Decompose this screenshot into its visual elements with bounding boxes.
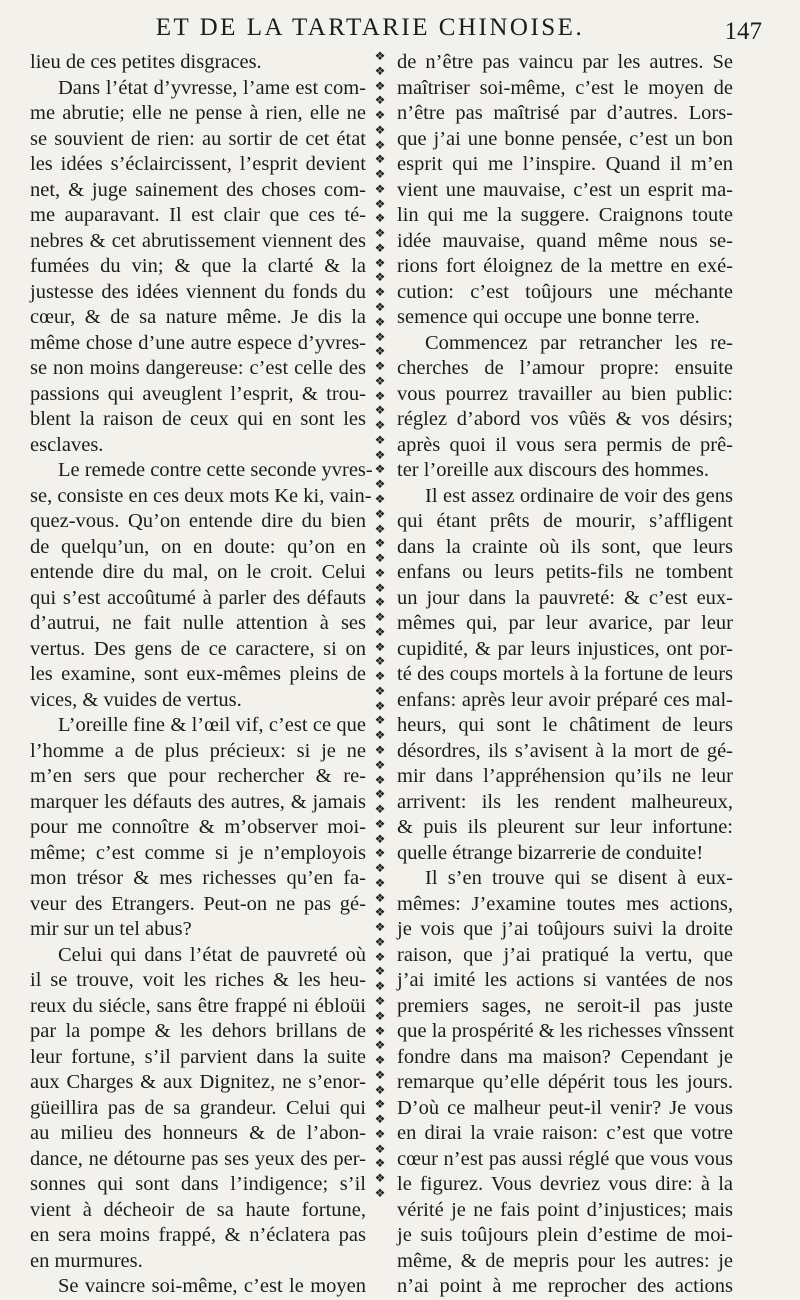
divider-ornament: ❖ bbox=[374, 787, 386, 802]
divider-ornament: ❖ bbox=[374, 536, 386, 551]
divider-ornament: ❖ bbox=[374, 964, 386, 979]
divider-ornament: ❖ bbox=[374, 255, 386, 270]
text-line: esprit qui me l’inspire. Quand il m’en bbox=[397, 153, 733, 175]
text-line: même, & de mepris pour les autres: je bbox=[397, 1249, 733, 1272]
text-line: dans la crainte où ils sont, que leurs bbox=[397, 535, 733, 558]
divider-ornament: ❖ bbox=[374, 639, 386, 654]
text-line: Celui qui dans l’état de pauvreté où bbox=[58, 943, 366, 966]
text-line: Se vaincre soi-même, c’est le moyen bbox=[58, 1275, 366, 1297]
text-line: se souvient de rien: au sortir de cet état bbox=[30, 127, 366, 150]
text-line: désordres, ils s’avisent à la mort de gé- bbox=[397, 739, 733, 762]
divider-ornament: ❖ bbox=[374, 757, 386, 772]
divider-ornament: ❖ bbox=[374, 462, 386, 477]
divider-ornament: ❖ bbox=[374, 1097, 386, 1112]
divider-ornament: ❖ bbox=[374, 654, 386, 669]
text-line: semence qui occupe une bonne terre. bbox=[397, 306, 700, 328]
text-line: raison, que j’ai pratiqué la vertu, que bbox=[397, 943, 733, 966]
text-line: se, consiste en ces deux mots Ke ki, vain- bbox=[30, 484, 372, 507]
text-line: vous pourrez travailler au bien public: bbox=[397, 382, 733, 405]
divider-ornament: ❖ bbox=[374, 491, 386, 506]
divider-ornament: ❖ bbox=[374, 93, 386, 108]
text-line: cœur, & de sa nature même. Je dis la bbox=[30, 306, 366, 328]
text-line: esclaves. bbox=[30, 433, 104, 456]
divider-ornament: ❖ bbox=[374, 270, 386, 285]
text-line: en sera moins frappé, & n’éclatera pas bbox=[30, 1224, 366, 1246]
text-line: lieu de ces petites disgraces. bbox=[30, 51, 262, 73]
text-line: sonnes qui sont dans l’indigence; s’il bbox=[30, 1173, 366, 1195]
text-line: leur fortune, s’il parvient dans la suite bbox=[30, 1045, 366, 1068]
text-line: justesse des idées viennent du fonds du bbox=[30, 280, 366, 303]
text-line: vient une mauvaise, c’est un esprit ma- bbox=[397, 178, 733, 201]
text-line: n’ai point à me reprocher des actions bbox=[397, 1275, 733, 1297]
text-line: je vois que j’ai toûjours suivi la droite bbox=[397, 918, 733, 940]
text-line: L’oreille fine & l’œil vif, c’est ce que bbox=[58, 714, 366, 736]
running-header: ET DE LA TARTARIE CHINOISE. bbox=[155, 14, 585, 41]
divider-ornament: ❖ bbox=[374, 181, 386, 196]
divider-ornament: ❖ bbox=[374, 920, 386, 935]
text-line: mon trésor & mes richesses qu’en fa- bbox=[30, 867, 366, 889]
divider-ornament: ❖ bbox=[374, 137, 386, 152]
text-line: au milieu des honneurs & de l’abon- bbox=[30, 1122, 366, 1144]
divider-ornament: ❖ bbox=[374, 240, 386, 255]
divider-ornament: ❖ bbox=[374, 373, 386, 388]
text-line: par la pompe & les dehors brillans de bbox=[30, 1020, 366, 1042]
text-line: fondre dans ma maison? Cependant je bbox=[397, 1045, 733, 1068]
text-line: reux du siécle, sans être frappé ni ébloüi bbox=[30, 994, 366, 1017]
text-line: vient à décheoir de sa haute fortune, bbox=[30, 1198, 366, 1221]
divider-ornament: ❖ bbox=[374, 846, 386, 861]
text-line: de n’être pas vaincu par les autres. Se bbox=[397, 51, 733, 73]
text-line: que la prospérité & les richesses vînssent bbox=[397, 1020, 735, 1042]
divider-ornament: ❖ bbox=[374, 329, 386, 344]
text-line: marquer les défauts des autres, & jamais bbox=[30, 790, 366, 813]
text-line: premiers sages, ne seroit-il pas juste bbox=[397, 994, 733, 1017]
text-line: en dirai la vraie raison: c’est que votre bbox=[397, 1122, 733, 1144]
divider-ornament: ❖ bbox=[374, 565, 386, 580]
divider-ornament: ❖ bbox=[374, 285, 386, 300]
divider-ornament: ❖ bbox=[374, 742, 386, 757]
text-line: ter l’oreille aux discours des hommes. bbox=[397, 459, 709, 481]
text-line: blent la raison de ceux qui en sont les bbox=[30, 408, 366, 430]
text-line: m’en sers que pour rechercher & re- bbox=[30, 765, 366, 787]
divider-ornament: ❖ bbox=[374, 388, 386, 403]
text-line: mêmes: J’examine toutes mes actions, bbox=[397, 892, 733, 915]
text-line: vérité je ne fais point d’injustices; mais bbox=[397, 1198, 733, 1221]
text-line: passions qui aveuglent l’esprit, & trou- bbox=[30, 382, 366, 405]
divider-ornament: ❖ bbox=[374, 890, 386, 905]
text-line: les examine, sont eux-mêmes pleins de bbox=[30, 663, 366, 685]
divider-ornament: ❖ bbox=[374, 1023, 386, 1038]
text-line: idée mauvaise, quand même nous se- bbox=[397, 229, 733, 252]
text-line: & puis ils pleurent sur leur infortune: bbox=[397, 816, 733, 838]
divider-ornament: ❖ bbox=[374, 610, 386, 625]
text-line: nebres & cet abrutissement viennent des bbox=[30, 229, 366, 252]
text-line: me auparavant. Il est clair que ces té- bbox=[30, 204, 366, 226]
divider-ornament: ❖ bbox=[374, 403, 386, 418]
divider-ornament: ❖ bbox=[374, 63, 386, 78]
divider-ornament: ❖ bbox=[374, 624, 386, 639]
divider-ornament: ❖ bbox=[374, 50, 386, 63]
divider-ornament: ❖ bbox=[374, 1156, 386, 1171]
divider-ornament: ❖ bbox=[374, 580, 386, 595]
text-line: l’homme a de plus précieux: si je ne bbox=[30, 739, 366, 762]
divider-ornament: ❖ bbox=[374, 713, 386, 728]
text-line: Dans l’état d’yvresse, l’ame est com- bbox=[58, 76, 366, 99]
divider-ornament: ❖ bbox=[374, 683, 386, 698]
text-line: cution: c’est toûjours une méchante bbox=[397, 280, 733, 303]
divider-ornament: ❖ bbox=[374, 477, 386, 492]
text-line: dance, ne détourne pas ses yeux des per- bbox=[30, 1147, 366, 1170]
text-line: après quoi il vous sera permis de prê- bbox=[397, 433, 733, 456]
text-line: mir sur un tel abus? bbox=[30, 918, 192, 940]
divider-ornament: ❖ bbox=[374, 359, 386, 374]
text-line: me abrutie; elle ne pense à rien, elle ne bbox=[30, 102, 366, 124]
divider-ornament: ❖ bbox=[374, 979, 386, 994]
text-line: enfans: après leur avoir préparé ces mal- bbox=[397, 688, 733, 711]
text-line: j’ai imité les actions si vantées de nos bbox=[397, 969, 733, 991]
divider-ornament: ❖ bbox=[374, 831, 386, 846]
divider-ornament: ❖ bbox=[374, 418, 386, 433]
text-line: quelle étrange bizarrerie de conduite! bbox=[397, 841, 704, 864]
text-line: vices, & vuides de vertus. bbox=[30, 688, 242, 711]
text-line: cupidité, & par leurs injustices, ont por- bbox=[397, 637, 733, 660]
divider-ornament: ❖ bbox=[374, 521, 386, 536]
divider-ornament: ❖ bbox=[374, 772, 386, 787]
text-line: fumées du vin; & que la clarté & la bbox=[30, 255, 366, 277]
text-line: Il est assez ordinaire de voir des gens bbox=[425, 484, 733, 507]
divider-ornament: ❖ bbox=[374, 905, 386, 920]
text-line: lin qui me la suggere. Craignons toute bbox=[397, 204, 733, 226]
text-line: cherches de l’amour propre: ensuite bbox=[397, 357, 733, 379]
divider-ornament: ❖ bbox=[374, 447, 386, 462]
text-line: qui étant prêts de mourir, s’affligent bbox=[397, 510, 733, 532]
text-line: té des coups mortels à la fortune de leurs bbox=[397, 663, 733, 685]
text-line: quez-vous. Qu’on entende dire du bien bbox=[30, 510, 366, 532]
text-line: que j’ai une bonne pensée, c’est un bon bbox=[397, 127, 733, 150]
text-line: vertus. Des gens de ce caractere, si on bbox=[30, 637, 366, 660]
divider-ornament: ❖ bbox=[374, 108, 386, 123]
text-line: entende dire du mal, on le croit. Celui bbox=[30, 561, 366, 583]
divider-ornament: ❖ bbox=[374, 167, 386, 182]
text-line: veur des Etrangers. Peut-on ne pas gé- bbox=[30, 892, 366, 915]
left-text-column bbox=[30, 50, 373, 1300]
divider-ornament: ❖ bbox=[374, 861, 386, 876]
divider-ornament: ❖ bbox=[374, 1141, 386, 1156]
divider-ornament: ❖ bbox=[374, 211, 386, 226]
divider-ornament: ❖ bbox=[374, 1126, 386, 1141]
divider-ornament: ❖ bbox=[374, 669, 386, 684]
divider-ornament: ❖ bbox=[374, 314, 386, 329]
divider-ornament: ❖ bbox=[374, 595, 386, 610]
text-line: Commencez par retrancher les re- bbox=[425, 331, 733, 354]
text-line: enfans ou leurs petits-fils ne tombent bbox=[397, 561, 733, 583]
divider-ornament: ❖ bbox=[374, 802, 386, 817]
text-line: maîtriser soi-même, c’est le moyen de bbox=[397, 76, 733, 99]
divider-ornament: ❖ bbox=[374, 344, 386, 359]
divider-ornament: ❖ bbox=[374, 1112, 386, 1127]
divider-ornament: ❖ bbox=[374, 1171, 386, 1186]
text-line: même chose d’une autre espece d’yvres- bbox=[30, 331, 366, 354]
text-line: le figurez. Vous devriez vous dire: à la bbox=[397, 1173, 733, 1195]
page-number: 147 bbox=[724, 18, 762, 45]
divider-ornament: ❖ bbox=[374, 1082, 386, 1097]
divider-ornament: ❖ bbox=[374, 934, 386, 949]
divider-ornament: ❖ bbox=[374, 432, 386, 447]
divider-ornament: ❖ bbox=[374, 875, 386, 890]
text-line: en murmures. bbox=[30, 1249, 143, 1272]
text-line: je suis toûjours plein d’estime de moi- bbox=[397, 1224, 733, 1246]
text-line: les idées s’éclaircissent, l’esprit devient bbox=[30, 153, 366, 175]
divider-ornament: ❖ bbox=[374, 506, 386, 521]
divider-ornament: ❖ bbox=[374, 1038, 386, 1053]
text-line: pour me connoître & m’observer moi- bbox=[30, 816, 366, 838]
text-line: güeillira pas de sa grandeur. Celui qui bbox=[30, 1096, 366, 1119]
text-line: Le remede contre cette seconde yvres- bbox=[58, 459, 373, 481]
text-line: se non moins dangereuse: c’est celle des bbox=[30, 357, 366, 379]
divider-ornament: ❖ bbox=[374, 728, 386, 743]
text-line: d’autrui, ne fait nulle attention à ses bbox=[30, 612, 366, 634]
divider-ornament: ❖ bbox=[374, 698, 386, 713]
divider-ornament: ❖ bbox=[374, 1185, 386, 1200]
text-line: rions fort éloignez de la mettre en exé- bbox=[397, 255, 733, 277]
divider-ornament: ❖ bbox=[374, 152, 386, 167]
text-line: il se trouve, voit les riches & les heu- bbox=[30, 969, 366, 991]
text-line: remarque qu’elle dépérit tous les jours. bbox=[397, 1071, 733, 1093]
text-line: mir dans l’appréhension qu’ils ne leur bbox=[397, 765, 733, 787]
divider-ornament: ❖ bbox=[374, 78, 386, 93]
ornamental-column-divider bbox=[370, 50, 390, 1200]
divider-ornament: ❖ bbox=[374, 122, 386, 137]
text-line: D’où ce malheur peut-il venir? Je vous bbox=[397, 1096, 733, 1119]
divider-ornament: ❖ bbox=[374, 816, 386, 831]
text-line: réglez d’abord vos vûës & vos désirs; bbox=[397, 408, 733, 430]
text-line: cœur n’est pas aussi réglé que vous vous bbox=[397, 1147, 733, 1170]
text-line: un jour dans la pauvreté: & c’est eux- bbox=[397, 586, 733, 609]
divider-ornament: ❖ bbox=[374, 994, 386, 1008]
divider-ornament: ❖ bbox=[374, 1053, 386, 1068]
right-text-column bbox=[397, 50, 733, 1300]
text-line: qui s’est accoûtumé à parler des défauts bbox=[30, 586, 366, 609]
divider-ornament: ❖ bbox=[374, 226, 386, 241]
text-line: mêmes qui, par leur avarice, par leur bbox=[397, 612, 733, 634]
divider-ornament: ❖ bbox=[374, 1067, 386, 1082]
text-line: de quelqu’un, on en doute: qu’on en bbox=[30, 535, 366, 558]
text-line: aux Charges & aux Dignitez, ne s’enor- bbox=[30, 1071, 366, 1093]
divider-ornament: ❖ bbox=[374, 551, 386, 566]
text-line: n’être pas maîtrisé par d’autres. Lors- bbox=[397, 102, 733, 124]
divider-ornament: ❖ bbox=[374, 1008, 386, 1023]
text-line: Il s’en trouve qui se disent à eux- bbox=[425, 867, 733, 889]
text-line: même; c’est comme si je n’employois bbox=[30, 841, 366, 864]
text-line: net, & juge sainement des choses com- bbox=[30, 178, 366, 201]
divider-ornament: ❖ bbox=[374, 300, 386, 315]
divider-ornament: ❖ bbox=[374, 949, 386, 964]
text-line: heurs, qui sont le châtiment de leurs bbox=[397, 714, 733, 736]
text-line: arrivent: ils les rendent malheureux, bbox=[397, 790, 733, 813]
divider-ornament: ❖ bbox=[374, 196, 386, 211]
